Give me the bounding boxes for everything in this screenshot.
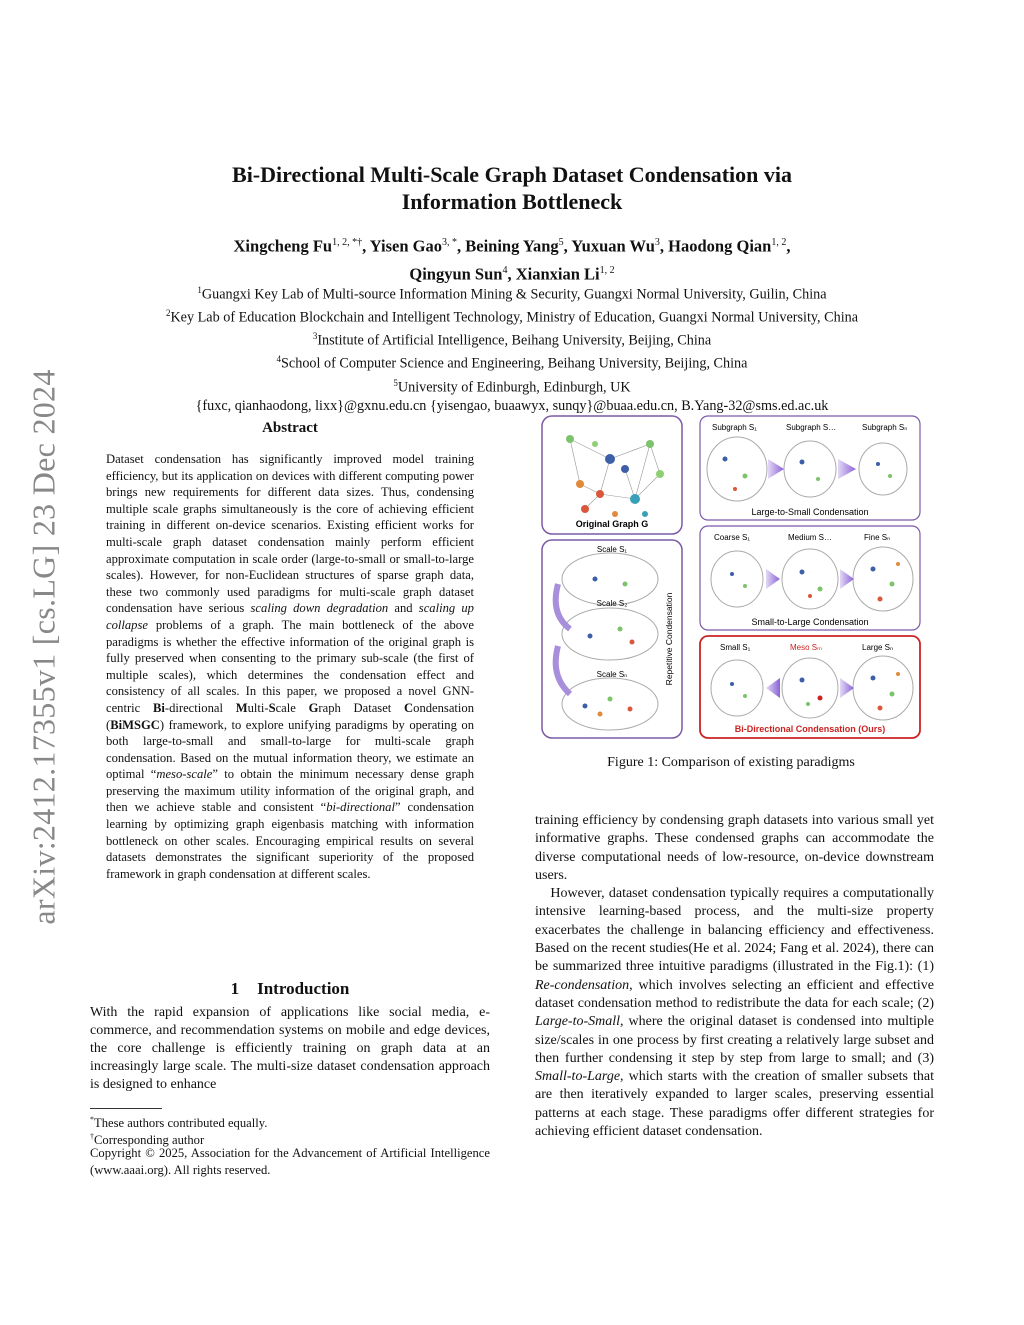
affiliations <box>90 281 934 415</box>
l2s-sub3-label: Subgraph Sₙ <box>862 423 908 432</box>
abstract-body: Dataset condensation has significantly improved model training efficiency, but its application on devices with different computing power brings new requirements for different data sizes. Thus, condensing multiple scale graphs simultaneously is the core of achieving efficient training in different on-device scenarios. Existing efficient works for multi-scale graph dataset condensation mainly perform efficient approximate computation in scale order (large-to-small or small-to-large scales). However, for non-Euclidean structures of sparse graph data, these two commonly used paradigms for multi-scale graph dataset condensation have serious scaling down degradation and scaling up collapse problems of a graph. The main bottleneck of the above paradigms is whether the effective information of the original graph is fully preserved when consenting to the primary sub-scale (the first of multiple scales), which determines the condensation effect and consistency of all scales. In this paper, we proposed a novel GNN-centric Bi-directional Multi-Scale Graph Dataset Condensation (BiMSGC) framework, to explore unifying paradigms by operating on both large-to-small and small-to-large for multi-scale graph condensation. Based on the mutual information theory, we estimate an optimal “meso-scale” to obtain the minimum necessary dense graph preserving the maximum utility information of the original graph, and then we achieve stable and consistent “bi-directional” condensation learning by optimizing graph eigenbasis matching with information bottleneck on other scales. Encouraging empirical results on several datasets demonstrates the significant superiority of the proposed framework in graph condensation at different scales. <box>106 452 475 881</box>
bi-meso-label: Meso Sₘ <box>790 643 823 652</box>
right-column-text <box>535 812 934 1141</box>
s2l-medium-label: Medium S… <box>788 533 833 542</box>
bi-large-label: Large Sₙ <box>862 643 894 652</box>
s2l-title: Small-to-Large Condensation <box>751 617 869 627</box>
copyright-notice: Copyright © 2025, Association for the Advancement of Artificial Intelligence (www.aaai.org). All rights reserved. <box>90 1146 490 1177</box>
paragraph: training efficiency by condensing graph datasets into various small yet informative graphs. These condensed graphs can accommodate the diverse computational needs of low-resource, on-device downstream users. <box>535 813 934 883</box>
bi-small-label: Small S₁ <box>720 643 751 652</box>
figure-caption: Figure 1: Comparison of existing paradigms <box>607 755 855 770</box>
arxiv-stamp: arXiv:2412.17355v1 [cs.LG] 23 Dec 2024 <box>25 369 62 925</box>
author-list: Xingcheng $Fu^{1, 2, *\dagger}$, Yisen Gao$^{3, *}$, Beining Yang$^5$, Yuxuan Wu$^3$, Haodong Qian$^{1, 2}$, Qingyun Sun$^4$, Xianxian Li$^{1, 2}$ <box>233 236 791 283</box>
email-line: {fuxc, qianhaodong, lixx}@gxnu.edu.cn {yisengao, buaawyx, sunqy}@buaa.edu.cn, B.Yang-32@sms.ed.ac.uk <box>195 397 829 414</box>
s2l-coarse-label: Coarse S₁ <box>714 533 751 542</box>
l2s-sub1-label: Subgraph S₁ <box>712 423 757 432</box>
l2s-title: Large-to-Small Condensation <box>751 507 869 517</box>
affiliation: $^2$Key Lab of Education Blockchain and Intelligent Technology, Ministry of Education, Guangxi Normal University, China <box>165 308 859 326</box>
affiliation: $^1$Guangxi Key Lab of Multi-source Information Mining & Security, Guangxi Normal University, Guilin, China <box>197 285 827 303</box>
paper-title: Bi-Directional Multi-Scale Graph Dataset Condensation via Information Bottleneck <box>232 162 792 214</box>
scale-n-label: Scale Sₙ <box>596 670 628 679</box>
section-heading: 1 Introduction <box>230 979 350 998</box>
s2l-fine-label: Fine Sₙ <box>864 533 891 542</box>
footnote: †Corresponding author <box>90 1132 205 1148</box>
scale-2-label: Scale S₂ <box>596 599 628 608</box>
bi-title: Bi-Directional Condensation (Ours) <box>734 724 886 734</box>
figure-1 <box>540 414 922 740</box>
affiliation: $^5$University of Edinburgh, Edinburgh, UK <box>393 377 631 396</box>
intro-paragraph: With the rapid expansion of applications like social media, e-commerce, and recommendation systems on mobile and edge devices, the core challenge is efficiently training on graph data at an increasingly large scale. The multi-size dataset condensation approach is designed to enhance <box>90 1005 490 1092</box>
abstract-heading: Abstract <box>262 420 318 436</box>
scale-1-label: Scale S₁ <box>596 545 628 554</box>
footnote: *These authors contributed equally. <box>90 1115 268 1131</box>
paragraph: However, dataset condensation typically requires a computationally intensive learning-based process, and the multi-size property exacerbates the challenge in balancing efficiency and effectiveness. Based on the recent studies(He et al. 2024; Fang et al. 2024), there can be summarized three intuitive paradigms (illustrated in the Fig.1): (1) Re-condensation, which involves selecting an efficient and effective dataset condensation method to redistribute the data for each scale; (2) Large-to-Small, where the original dataset is condensed into multiple size/scales in one process by first creating a relatively large subset and then further condensing it step by step from large to small; and (3) Small-to-Large, which starts with the creation of smaller subsets that are then iteratively expanded to larger scales, preserving essential patterns at each stage. These paradigms offer different strategies for achieving efficient dataset condensation. <box>535 886 934 1140</box>
affiliation: $^3$Institute of Artificial Intelligence, Beihang University, Beijing, China <box>312 331 712 350</box>
repetitive-label: Repetitive Condensation <box>664 592 674 686</box>
l2s-sub2-label: Subgraph S… <box>786 423 837 432</box>
affiliation: $^4$School of Computer Science and Engineering, Beihang University, Beijing, China <box>276 354 748 373</box>
footnote-rule <box>90 1108 162 1109</box>
original-graph-label: Original Graph G <box>575 519 649 529</box>
